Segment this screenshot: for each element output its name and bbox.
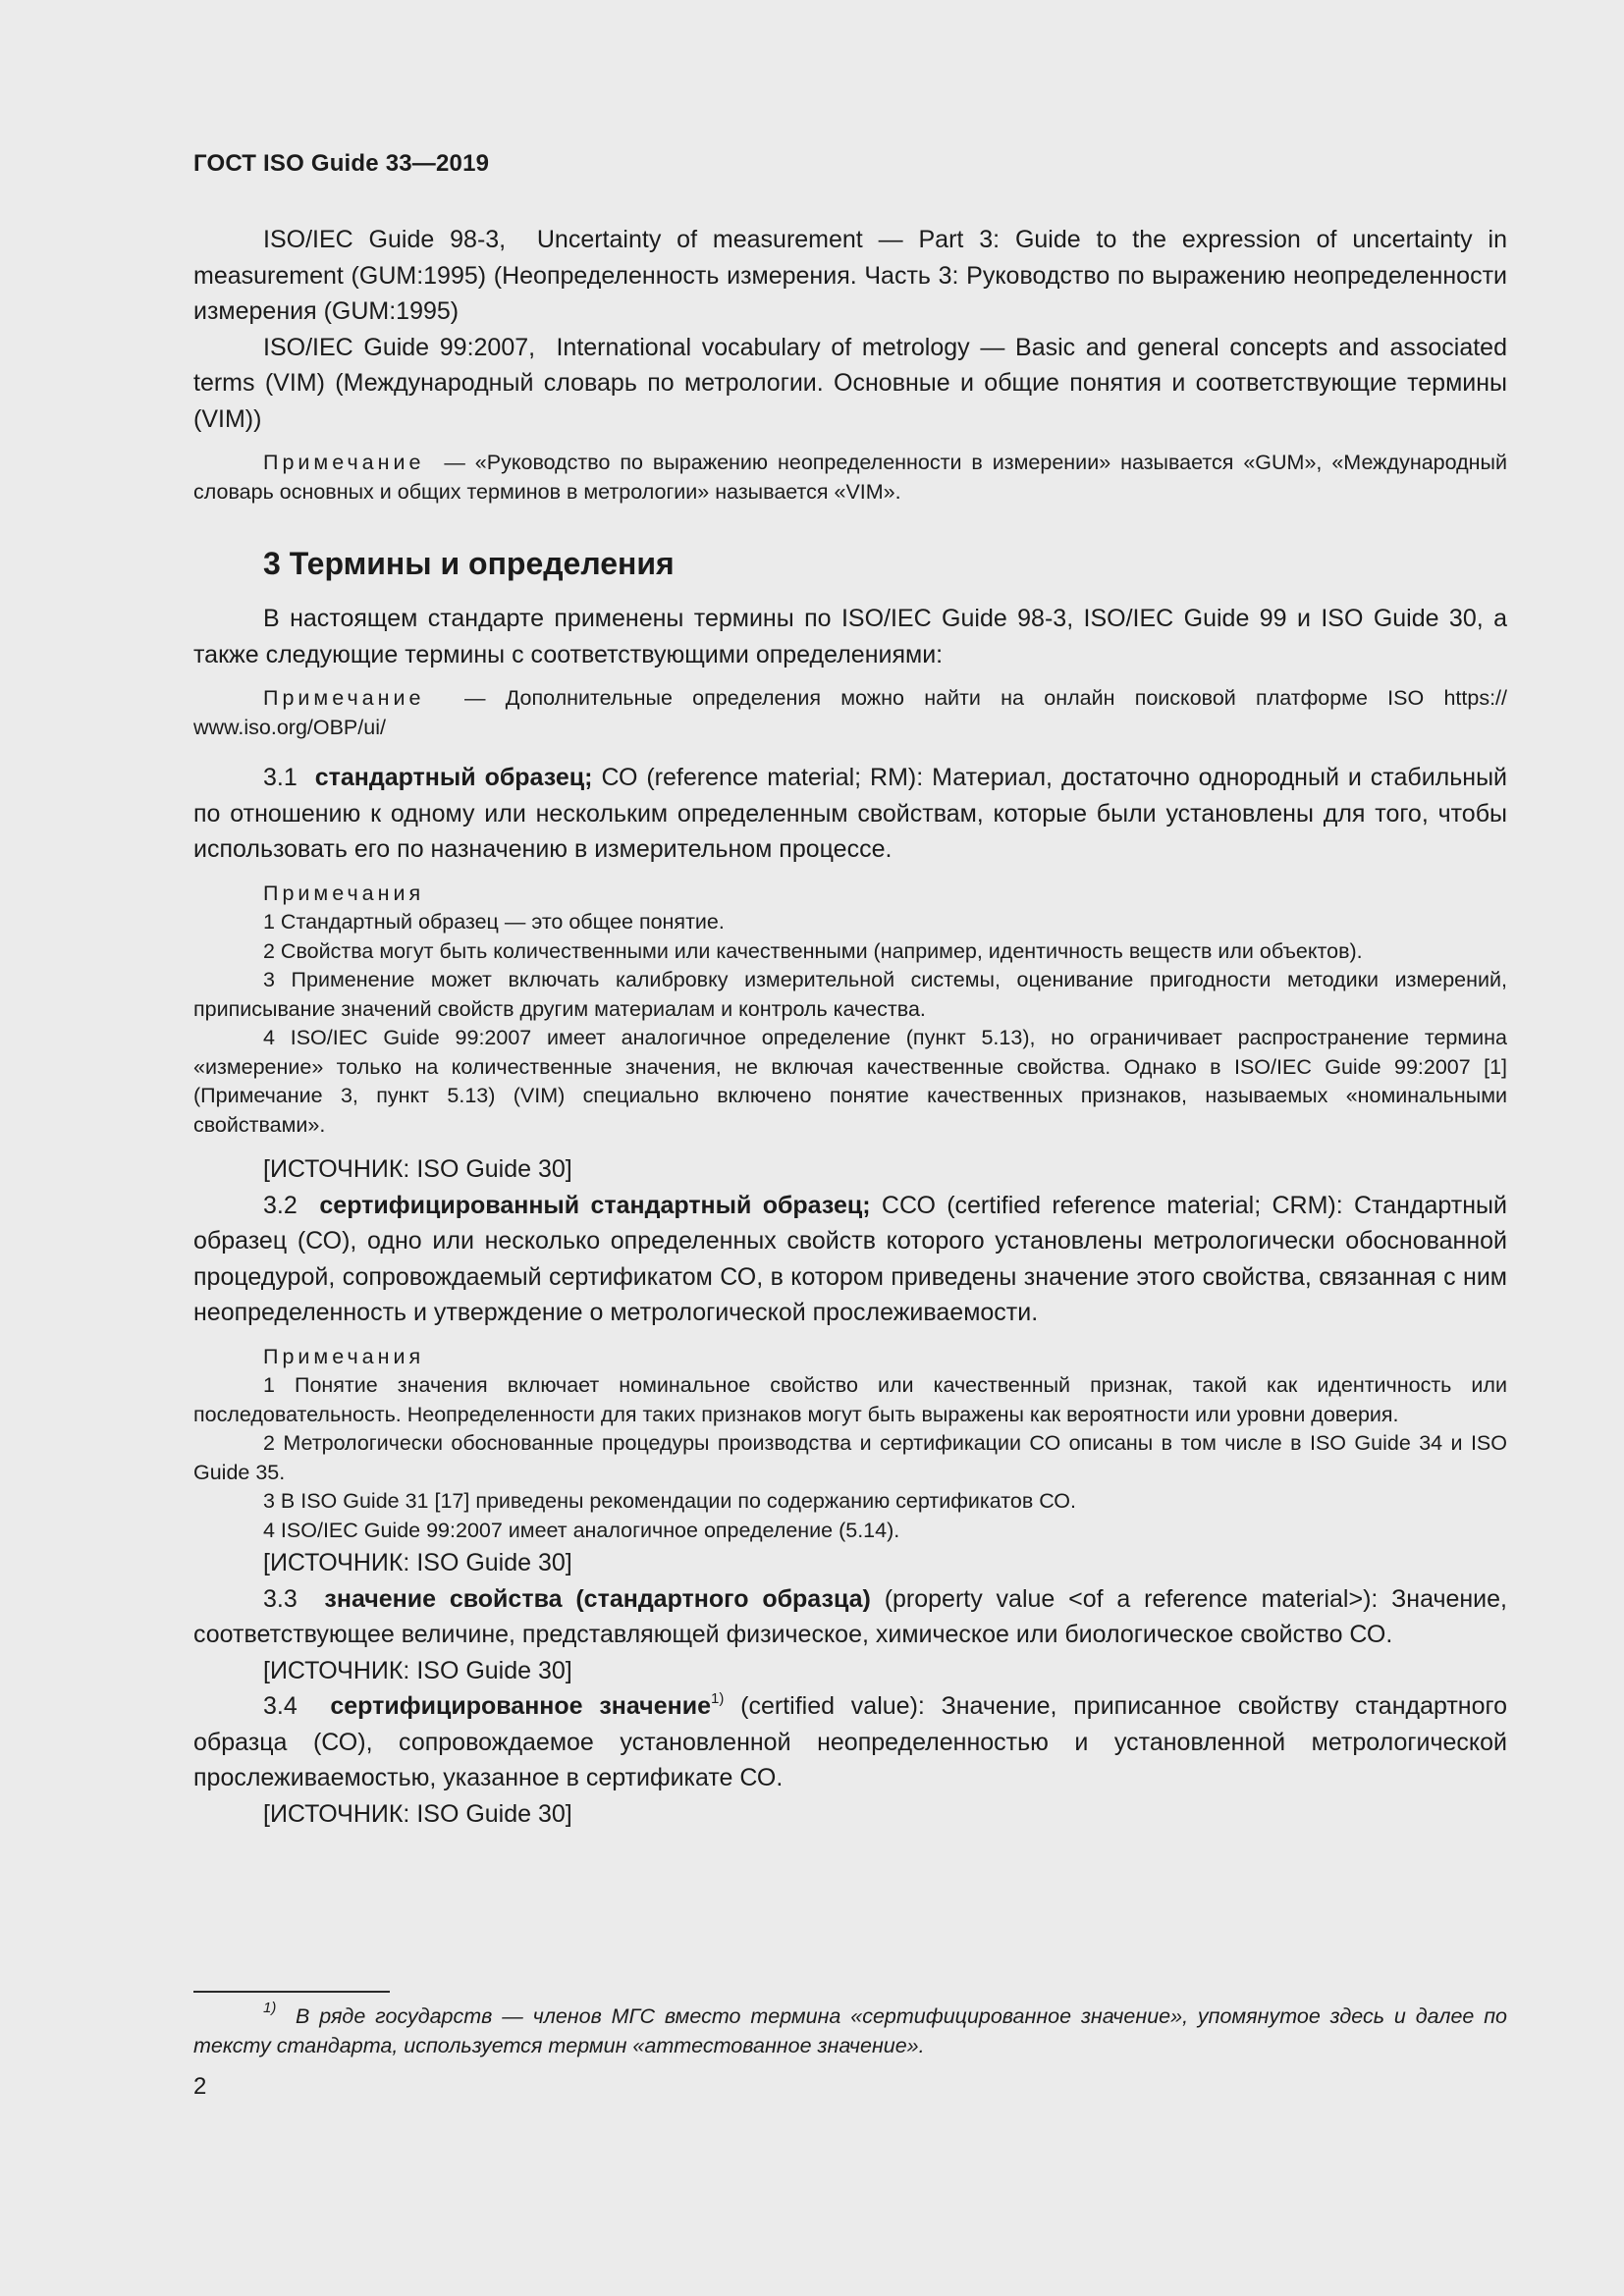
note-item: 4 ISO/IEC Guide 99:2007 имеет аналогичное определение (пункт 5.13), но ограничивает распространение термина «измерение» только на количественные значения, не включая качественные свойства. Однако в ISO/IEC Guide 99:2007 [1] (Примечание 3, пункт 5.13) (VIM) специально включено понятие качественных признаков, называемых «номинальными свойствами». (193, 1026, 1507, 1137)
note-item: 4 ISO/IEC Guide 99:2007 имеет аналогичное определение (5.14). (263, 1518, 900, 1542)
reference-item (193, 222, 1507, 330)
reference-code: ISO/IEC Guide 98-3, (263, 226, 507, 253)
term-number: 3.4 (263, 1692, 298, 1720)
term-text: СО (reference material; RM): Материал, достаточно однородный и стабильный по отношению к одному или нескольким определенным свойствам, которые были установлены для того, чтобы использовать его по назначению в измерительном процессе. (193, 764, 1508, 863)
reference-code: ISO/IEC Guide 99:2007, (263, 333, 536, 361)
term-definition (193, 1688, 1507, 1796)
term-definition (193, 1581, 1507, 1653)
term-number: 3.1 (263, 764, 298, 791)
notes-label: Примечания (263, 1344, 425, 1368)
term-definition (193, 1188, 1507, 1331)
section-intro: В настоящем стандарте применены термины по ISO/IEC Guide 98-3, ISO/IEC Guide 99 и ISO Guide 30, а также следующие термины с соответствующими определениями: (193, 605, 1507, 668)
footnote-text: В ряде государств — членов МГС вместо термина «сертифицированное значение», упомянутое здесь и далее по тексту стандарта, используется термин «аттестованное значение». (193, 2004, 1507, 2057)
note-label: Примечание (263, 686, 425, 710)
term-source: [ИСТОЧНИК: ISO Guide 30] (263, 1549, 572, 1576)
footnote-text-block (193, 2002, 1507, 2060)
term-name: сертифицированное значение (330, 1692, 711, 1720)
section-heading: 3 Термины и определения (263, 546, 675, 581)
note-item: 3 В ISO Guide 31 [17] приведены рекомендации по содержанию сертификатов СО. (263, 1489, 1076, 1513)
term-name: сертифицированный стандартный образец; (319, 1191, 871, 1219)
note-label: Примечание (263, 451, 425, 474)
footnote (193, 2002, 1507, 2060)
term-source: [ИСТОЧНИК: ISO Guide 30] (263, 1799, 572, 1828)
notes-label: Примечания (263, 881, 425, 905)
term-source: [ИСТОЧНИК: ISO Guide 30] (263, 1656, 572, 1684)
term-name: значение свойства (стандартного образца) (324, 1584, 871, 1613)
page-number: 2 (193, 2073, 207, 2100)
note-item: 2 Свойства могут быть количественными или качественными (например, идентичность веществ или объектов). (263, 938, 1363, 963)
term-source: [ИСТОЧНИК: ISO Guide 30] (263, 1155, 572, 1183)
note-item: 2 Метрологически обоснованные процедуры производства и сертификации СО описаны в том числе в ISO Guide 34 и ISO Guide 35. (193, 1431, 1507, 1484)
term-definition (193, 760, 1507, 868)
footnote-mark: 1) (263, 2000, 277, 2016)
term-number: 3.2 (263, 1191, 298, 1219)
term-text: ССО (certified reference material; CRM): Стандартный образец (СО), одно или несколько определенных свойств которого установлены метрологически обоснованной процедурой, сопровождаемый сертификатом СО, в котором приведены значение этого свойства, связанная с ним неопределенность и утверждение о метрологической прослеживаемости. (193, 1191, 1507, 1326)
note-item: 1 Понятие значения включает номинальное свойство или качественный признак, такой как идентичность или последовательность. Неопределенности для таких признаков могут быть выражены как вероятности или уровни доверия. (193, 1373, 1507, 1426)
footnote-reference[interactable]: 1) (710, 1690, 725, 1707)
note-item: 1 Стандартный образец — это общее понятие. (263, 910, 725, 934)
footnote-separator (193, 1991, 390, 1993)
note-text: — Дополнительные определения можно найти на онлайн поисковой платформе ISO https:// www.iso.org/OBP/ui/ (193, 686, 1507, 739)
note (193, 684, 1507, 742)
running-header: ГОСТ ISO Guide 33—2019 (193, 150, 490, 177)
note-text: — «Руководство по выражению неопределенности в измерении» называется «GUM», «Международный словарь основных и общих терминов в метрологии» называется «VIM». (193, 451, 1507, 504)
note-item: 3 Применение может включать калибровку измерительной системы, оценивание пригодности методики измерений, приписывание значений свойств другим материалам и контроль качества. (193, 968, 1507, 1021)
main-content (193, 222, 1507, 1832)
reference-item (193, 330, 1507, 438)
term-number: 3.3 (263, 1584, 298, 1613)
term-text: (property value <of a reference material>): Значение, соответствующее величине, представляющей физическое, химическое или биологическое свойство СО. (193, 1584, 1507, 1648)
note (193, 449, 1507, 507)
term-name: стандартный образец; (314, 764, 593, 791)
reference-title: Uncertainty of measurement — Part 3: Guide to the expression of uncertainty in measurement (GUM:1995) (Неопределенность измерения. Часть 3: Руководство по выражению неопределенности измерения (GUM:1995) (193, 226, 1507, 325)
reference-title: International vocabulary of metrology — Basic and general concepts and associated terms (VIM) (Международный словарь по метрологии. Основные и общие понятия и соответствующие термины (VIM)) (193, 333, 1507, 433)
term-text: (certified value): Значение, приписанное свойству стандартного образца (СО), сопровождаемое установленной неопределенностью и установленной метрологической прослеживаемостью, указанное в сертификате СО. (193, 1692, 1507, 1791)
